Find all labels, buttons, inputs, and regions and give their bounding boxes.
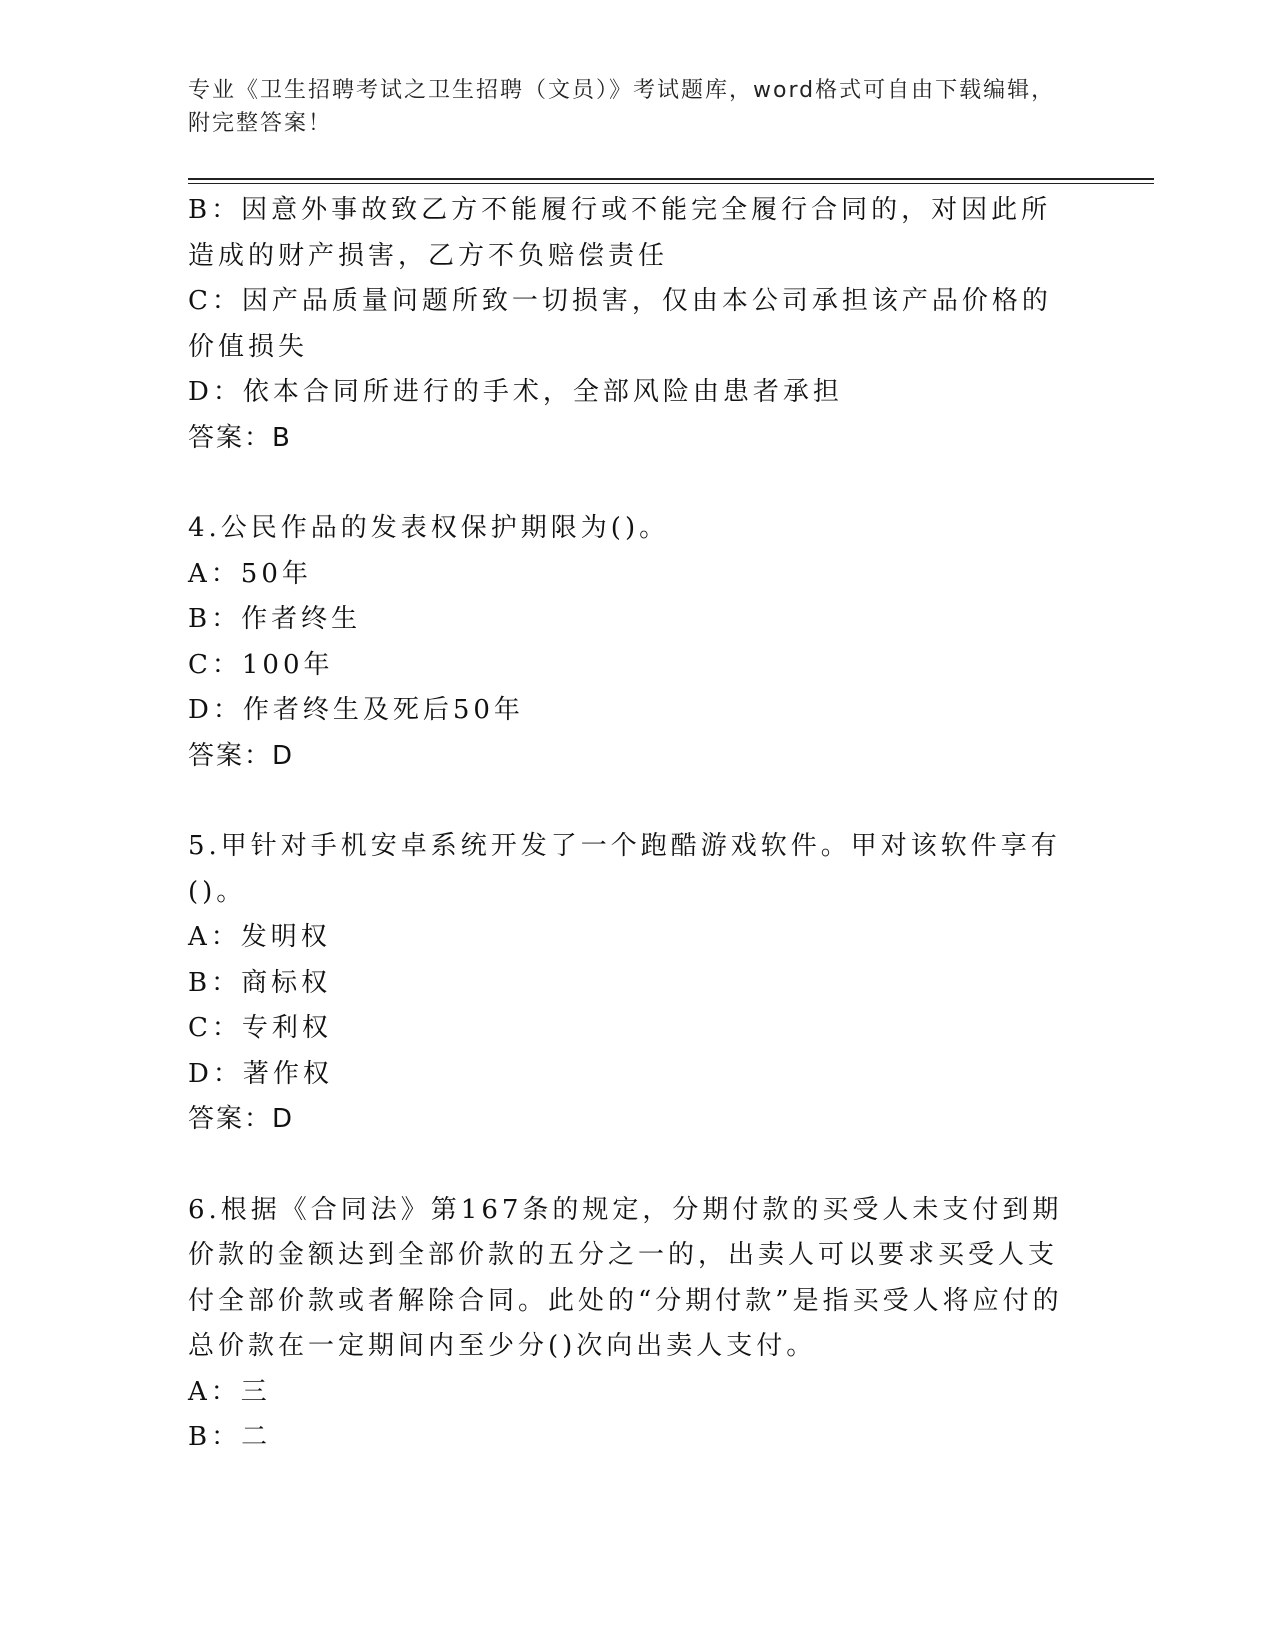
header-divider-thin bbox=[188, 183, 1154, 184]
question-6 bbox=[188, 1188, 1078, 1461]
question-list bbox=[188, 188, 1078, 1461]
question-stem: 5.甲针对手机安卓系统开发了一个跑酷游戏软件。甲对该软件享有()。 bbox=[188, 831, 1061, 907]
header-divider-thick bbox=[188, 178, 1154, 180]
spacer bbox=[188, 461, 1078, 506]
question-stem: 6.根据《合同法》第167条的规定，分期付款的买受人未支付到期价款的金额达到全部价款的五分之一的，出卖人可以要求买受人支付全部价款或者解除合同。此处的“分期付款”是指买受人将应付的总价款在一定期间内至少分()次向出卖人支付。 bbox=[188, 1194, 1063, 1361]
option-a: A：三 bbox=[188, 1376, 271, 1407]
option-c: C：因产品质量问题所致一切损害，仅由本公司承担该产品价格的价值损失 bbox=[188, 286, 1052, 362]
spacer bbox=[188, 779, 1078, 824]
option-d: D：依本合同所进行的手术，全部风险由患者承担 bbox=[188, 377, 843, 407]
option-d: D：著作权 bbox=[188, 1058, 333, 1089]
option-a: A：发明权 bbox=[188, 922, 331, 952]
option-d: D：作者终生及死后50年 bbox=[188, 695, 524, 725]
option-b: B：二 bbox=[188, 1422, 272, 1452]
answer: 答案：D bbox=[188, 740, 295, 771]
question-5 bbox=[188, 824, 1078, 1143]
answer: 答案：D bbox=[188, 1104, 295, 1134]
question-stem: 4.公民作品的发表权保护期限为()。 bbox=[188, 513, 670, 543]
question-3-continued bbox=[188, 188, 1078, 461]
option-b: B：作者终生 bbox=[188, 604, 362, 634]
option-b: B：因意外事故致乙方不能履行或不能完全履行合同的，对因此所造成的财产损害，乙方不负赔偿责任 bbox=[188, 195, 1052, 271]
option-c: C：专利权 bbox=[188, 1013, 332, 1043]
document-header: 专业《卫生招聘考试之卫生招聘（文员）》考试题库，word格式可自由下载编辑，附完整答案！ bbox=[188, 78, 1056, 136]
answer: 答案：B bbox=[188, 422, 292, 453]
option-c: C：100年 bbox=[188, 649, 334, 680]
question-4 bbox=[188, 506, 1078, 779]
spacer bbox=[188, 1143, 1078, 1188]
option-a: A：50年 bbox=[188, 558, 312, 589]
option-b: B：商标权 bbox=[188, 967, 332, 998]
